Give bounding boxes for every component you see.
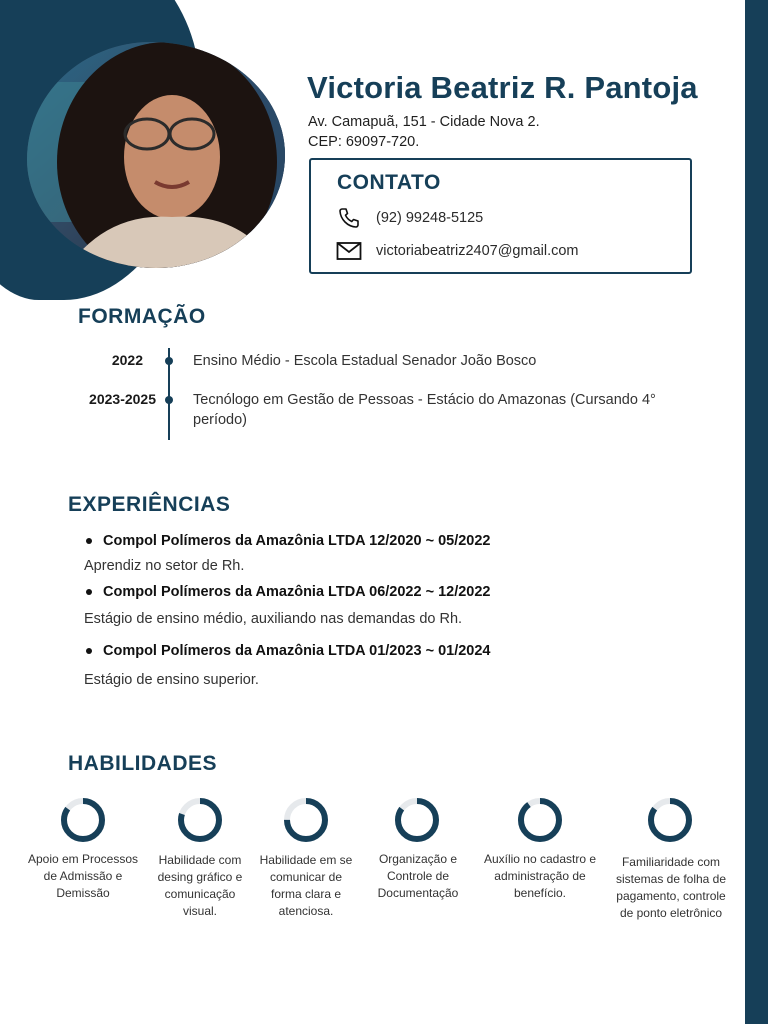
contact-email — [336, 240, 579, 262]
experience-item-desc: Estágio de ensino médio, auxiliando nas demandas do Rh. — [84, 611, 463, 627]
skill-progress-ring — [647, 797, 693, 843]
bullet-icon — [86, 589, 92, 595]
skill-progress-ring — [177, 797, 223, 843]
skill-label: Apoio em Processos de Admissão e Demissão — [27, 852, 139, 900]
contact-phone — [336, 207, 483, 229]
education-title: FORMAÇÃO — [78, 305, 206, 328]
skill-label: Habilidade com desing gráfico e comunicação visual. — [157, 853, 243, 918]
phone-number[interactable]: (92) 99248-5125 — [376, 210, 484, 226]
email-address[interactable]: victoriabeatriz2407@gmail.com — [376, 243, 579, 259]
education-year: 2023-2025 — [89, 391, 156, 407]
education-entry: Tecnólogo em Gestão de Pessoas - Estácio do Amazonas (Cursando 4° período) — [193, 392, 656, 428]
decorative-side-bar — [745, 0, 768, 1024]
skills-title: HABILIDADES — [68, 752, 218, 775]
postal-code: CEP: 69097-720. — [308, 134, 420, 150]
experience-item — [86, 643, 490, 659]
experience-item — [86, 584, 490, 600]
experience-item-title: Compol Polímeros da Amazônia LTDA 01/2023 ~ 01/2024 — [103, 643, 491, 659]
phone-icon — [336, 207, 362, 229]
contact-box — [309, 158, 692, 274]
full-name: Victoria Beatriz R. Pantoja — [307, 70, 698, 105]
skill-label: Habilidade em se comunicar de forma clara e atenciosa. — [259, 853, 353, 918]
bullet-icon — [86, 538, 92, 544]
timeline-dot — [165, 357, 173, 365]
education-year: 2022 — [111, 352, 143, 368]
address-line: Av. Camapuã, 151 - Cidade Nova 2. — [308, 114, 540, 130]
skill-progress-ring — [283, 797, 329, 843]
experience-item-desc: Estágio de ensino superior. — [84, 672, 259, 688]
education-entry: Ensino Médio - Escola Estadual Senador João Bosco — [193, 353, 537, 369]
skill-progress-ring — [394, 797, 440, 843]
skill-label: Auxílio no cadastro e administração de benefício. — [483, 852, 597, 900]
experience-title: EXPERIÊNCIAS — [68, 493, 231, 516]
mail-icon — [336, 240, 362, 262]
experience-item — [86, 533, 490, 549]
contact-title: CONTATO — [337, 171, 441, 194]
profile-photo — [27, 42, 285, 268]
timeline-dot — [165, 396, 173, 404]
bullet-icon — [86, 648, 92, 654]
experience-item-title: Compol Polímeros da Amazônia LTDA 06/2022 ~ 12/2022 — [103, 584, 491, 600]
skill-progress-ring — [517, 797, 563, 843]
skill-label: Organização e Controle de Documentação — [377, 852, 459, 900]
experience-item-title: Compol Polímeros da Amazônia LTDA 12/2020 ~ 05/2022 — [103, 533, 491, 549]
address — [308, 112, 540, 152]
skill-label: Familiaridade com sistemas de folha de pagamento, controle de ponto eletrônico — [615, 855, 727, 920]
experience-item-desc: Aprendiz no setor de Rh. — [84, 558, 245, 574]
skill-progress-ring — [60, 797, 106, 843]
